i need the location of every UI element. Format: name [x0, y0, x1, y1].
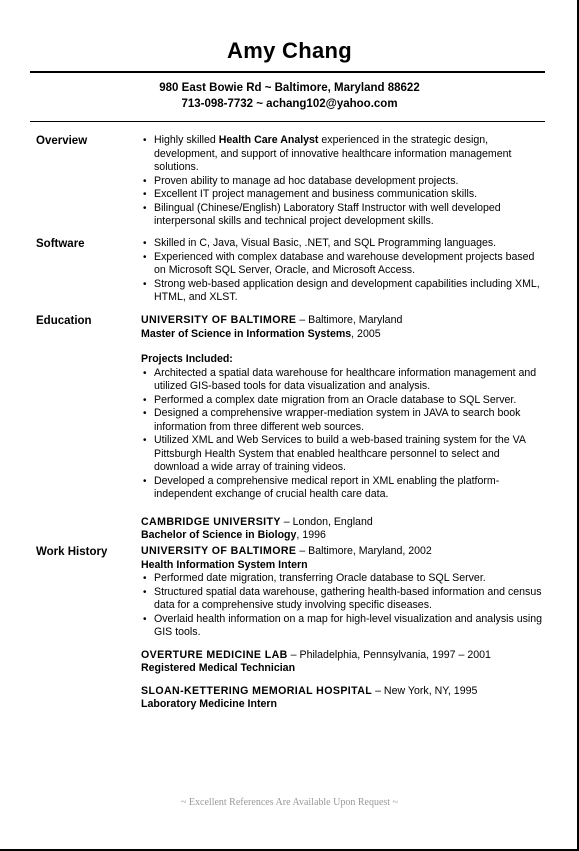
employer-name: OVERTURE MEDICINE LAB: [141, 648, 288, 661]
software-section: [141, 237, 546, 305]
contact-rule: [30, 121, 545, 122]
school-location: – London, England: [280, 515, 373, 528]
address-line: 980 East Bowie Rd ~ Baltimore, Maryland 88622: [159, 82, 420, 94]
employer-line: [141, 545, 546, 559]
phone-email-line: 713-098-7732 ~ achang102@yahoo.com: [181, 98, 398, 110]
work-history-section: [141, 545, 546, 712]
overview-text: Highly skilled: [154, 134, 219, 146]
software-bullet: • Strong web-based application design and development capabilities including XML, HTML, and XLST.: [141, 278, 546, 305]
overview-bullet: • Excellent IT project management and business communication skills.: [141, 188, 546, 202]
overview-bullet: [141, 134, 546, 175]
education-section: [141, 314, 546, 543]
references-footer: ~ Excellent References Are Available Upon Request ~: [181, 797, 398, 808]
school-name: UNIVERSITY OF BALTIMORE: [141, 314, 297, 326]
software-heading: Software: [36, 238, 85, 250]
work-bullet: • Structured spatial data warehouse, gathering health-based information and census data for a comprehensive study involving specific diseases.: [141, 586, 546, 613]
work-history-heading: Work History: [36, 546, 108, 558]
position-title: Laboratory Medicine Intern: [141, 698, 277, 710]
candidate-name: Amy Chang: [227, 38, 352, 63]
work-bullet: • Performed date migration, transferring Oracle database to SQL Server.: [141, 572, 546, 586]
employer-location: – New York, NY, 1995: [372, 684, 478, 697]
school-line: [141, 314, 546, 328]
employer-name: UNIVERSITY OF BALTIMORE: [141, 545, 297, 557]
degree-year: , 1996: [296, 529, 326, 541]
projects-heading: Projects Included:: [141, 353, 233, 365]
school-location: – Baltimore, Maryland: [296, 314, 403, 326]
overview-bullet: • Bilingual (Chinese/English) Laboratory Staff Instructor with well developed interpersonal skills and technical project development skills.: [141, 202, 546, 229]
project-bullet: • Performed a complex date migration from an Oracle database to SQL Server.: [141, 394, 546, 408]
employer-name: SLOAN-KETTERING MEMORIAL HOSPITAL: [141, 684, 373, 697]
work-bullet: • Overlaid health information on a map for high-level visualization and analysis using GIS tools.: [141, 613, 546, 640]
software-bullet: • Experienced with complex database and warehouse development projects based on Microsoft SQL Server, Oracle, and Microsoft Access.: [141, 251, 546, 278]
degree-year: , 2005: [351, 327, 381, 340]
project-bullet: • Architected a spatial data warehouse for healthcare information management and utilized GIS-based tools for data visualization and analysis.: [141, 367, 546, 394]
school-line: [141, 516, 546, 530]
degree-line: [141, 328, 546, 342]
degree-name: Bachelor of Science in Biology: [141, 529, 297, 541]
software-bullet: • Skilled in C, Java, Visual Basic, .NET, and SQL Programming languages.: [141, 237, 546, 251]
employer-line: [141, 649, 546, 663]
education-heading: Education: [36, 315, 92, 327]
overview-heading: Overview: [36, 135, 88, 147]
employer-location: – Philadelphia, Pennsylvania, 1997 – 2001: [287, 648, 491, 661]
overview-text: experienced in the strategic design, development, and support of innovative healthcare information management solutions.: [154, 134, 512, 173]
overview-section: [141, 134, 546, 229]
project-bullet: • Developed a comprehensive medical report in XML enabling the platform-independent exchange of crucial health care data.: [141, 475, 546, 502]
degree-name: Master of Science in Information Systems: [141, 327, 352, 340]
job-title-highlight: Health Care Analyst: [218, 134, 319, 146]
school-name: CAMBRIDGE UNIVERSITY: [141, 515, 281, 528]
project-bullet: • Designed a comprehensive wrapper-mediation system in JAVA to search book information from three different web sources.: [141, 407, 546, 434]
employer-line: [141, 685, 546, 699]
employer-location: – Baltimore, Maryland, 2002: [296, 545, 432, 557]
project-bullet: • Utilized XML and Web Services to build a web-based training system for the VA Pittsburgh Health System that enabled healthcare personnel to select and download a wide array of training videos.: [141, 434, 546, 475]
position-title: Health Information System Intern: [141, 558, 308, 571]
degree-line: [141, 529, 546, 543]
header-rule: [30, 71, 545, 73]
position-title: Registered Medical Technician: [141, 662, 296, 674]
overview-bullet: • Proven ability to manage ad hoc database development projects.: [141, 175, 546, 189]
